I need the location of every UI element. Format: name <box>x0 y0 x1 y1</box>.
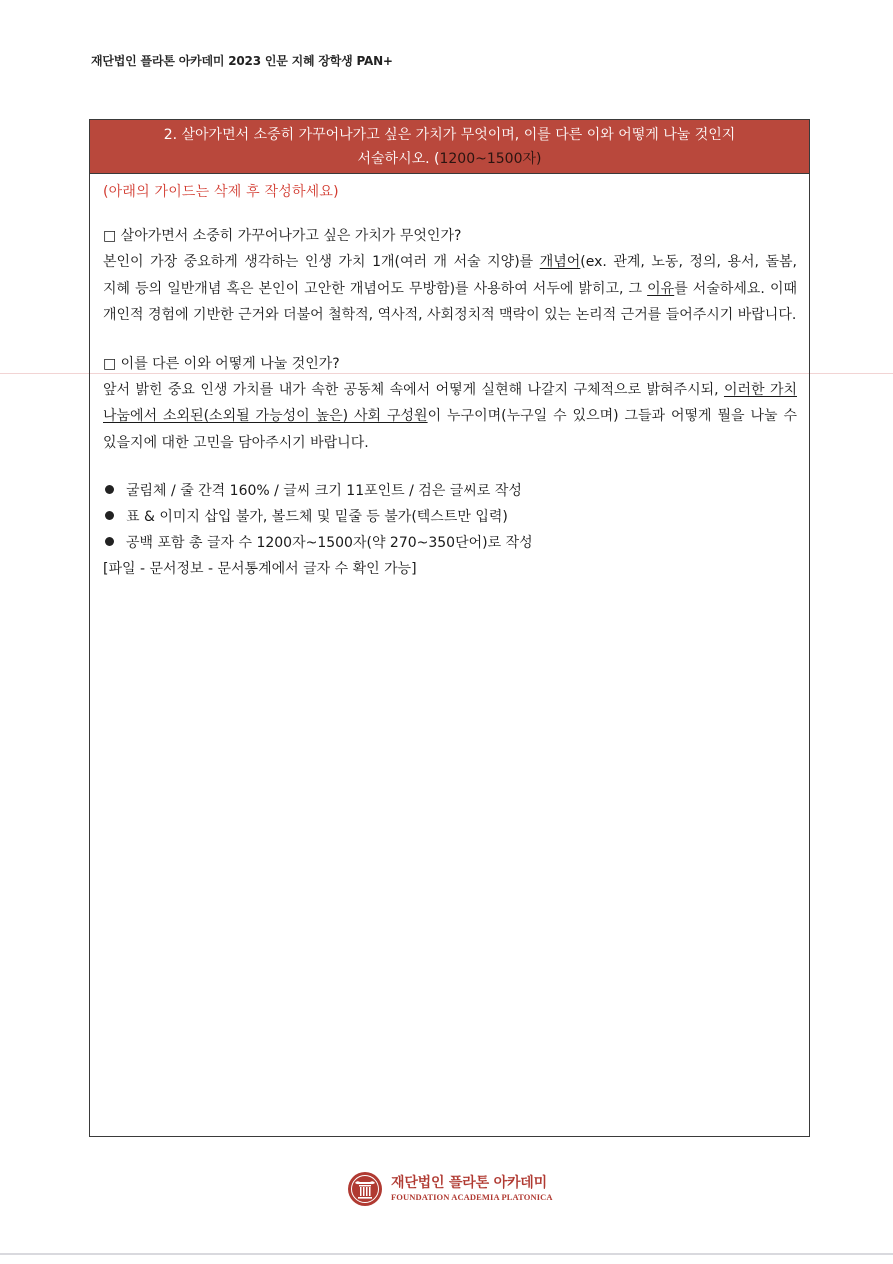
format-rule-text: 굴림체 / 줄 간격 160% / 글씨 크기 11포인트 / 검은 글씨로 작성 <box>126 483 522 499</box>
format-rule-text: 표 & 이미지 삽입 불가, 볼드체 및 밑줄 등 불가(텍스트만 입력) <box>126 509 508 525</box>
column-seal-icon <box>347 1171 383 1207</box>
question-line-2-prefix: 서술하시오. ( <box>357 151 440 167</box>
section-value-underline-concept: 개념어 <box>539 254 581 270</box>
section-sharing <box>103 351 797 457</box>
section-value-heading: □ 살아가면서 소중히 가꾸어나가고 싶은 가치가 무엇인가? <box>103 228 462 244</box>
section-value-text-a: 본인이 가장 중요하게 생각하는 인생 가치 1개(여러 개 서술 지양)를 <box>103 254 540 270</box>
question-title-bar <box>90 120 809 174</box>
format-rule-item <box>103 504 797 530</box>
section-value <box>103 223 797 329</box>
question-line-1: 2. 살아가면서 소중히 가꾸어나가고 싶은 가치가 무엇이며, 이를 다른 이와 어떻게 나눌 것인지 <box>163 127 736 143</box>
logo-wordmark <box>391 1175 553 1203</box>
logo-english-name: FOUNDATION ACADEMIA PLATONICA <box>391 1192 553 1202</box>
scan-bottom-edge <box>0 1253 893 1255</box>
question-line-2-suffix: 자) <box>522 151 542 167</box>
section-sharing-heading: □ 이를 다른 이와 어떻게 나눌 것인가? <box>103 355 340 372</box>
question-char-count: 1200~1500 <box>439 151 523 167</box>
logo-korean-name: 재단법인 플라톤 아카데미 <box>391 1175 547 1191</box>
document-header: 재단법인 플라톤 아카데미 2023 인문 지혜 장학생 PAN+ <box>91 54 393 68</box>
section-value-text-b: (ex. 관계, 노동, 정의, 용서, 돌봄, 지혜 등의 일반개념 혹은 본인이 고안한 개념어도 무방함)를 사용하여 서두에 밝히고, 그 <box>103 254 797 297</box>
guide-delete-note: (아래의 가이드는 삭제 후 작성하세요) <box>103 184 339 200</box>
section-value-text-c: 를 서술하세요. 이때 개인적 경험에 기반한 근거와 더불어 철학적, 역사적, 사회정치적 맥락이 있는 논리적 근거를 들어주시기 바랍니다. <box>103 280 797 323</box>
bullet-icon <box>105 537 114 546</box>
section-value-paragraph <box>103 249 797 329</box>
question-line-2 <box>104 147 795 171</box>
section-value-underline-reason: 이유 <box>647 280 675 297</box>
section-sharing-text-a: 앞서 밝힌 중요 인생 가치를 내가 속한 공동체 속에서 어떻게 실현해 나갈지 구체적으로 밝혀주시되, <box>103 381 724 398</box>
format-rules-list <box>103 478 797 582</box>
section-sharing-text-b: 이 누구이며(누구일 수 있으며) 그들과 어떻게 뭘을 나눌 수 있을지에 대한 고민을 담아주시기 바랍니다. <box>103 408 797 451</box>
section-sharing-underline: 이러한 가치 나눔에서 소외된(소외될 가능성이 높은) 사회 구성원 <box>103 381 797 424</box>
bullet-icon <box>105 511 114 520</box>
guide-content[interactable] <box>90 180 809 582</box>
format-rule-item <box>103 530 797 556</box>
foundation-logo <box>347 1171 553 1207</box>
format-rule-item <box>103 478 797 504</box>
char-count-footnote: [파일 - 문서정보 - 문서통계에서 글자 수 확인 가능] <box>103 561 417 577</box>
section-sharing-paragraph <box>103 377 797 457</box>
format-rule-text: 공백 포함 총 글자 수 1200자~1500자(약 270~350단어)로 작성 <box>126 535 533 551</box>
bullet-icon <box>105 485 114 494</box>
answer-form-frame <box>89 119 810 1137</box>
